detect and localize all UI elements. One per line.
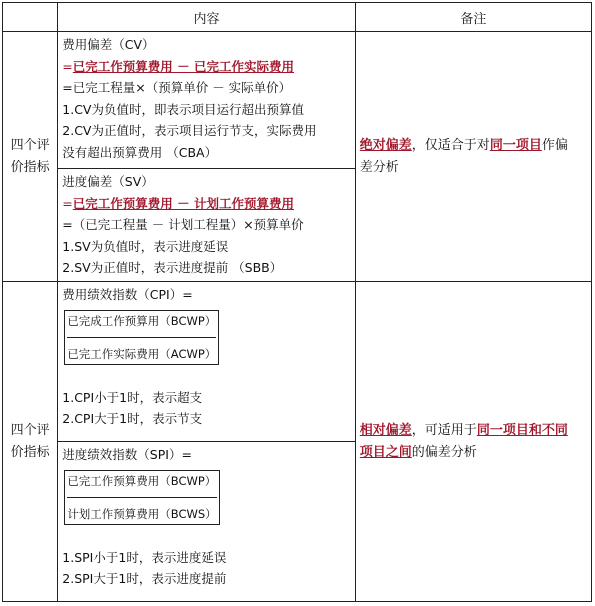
category-label-line2: 价指标 xyxy=(10,444,50,460)
cpi-row xyxy=(3,282,592,442)
cv-formula-alt: =已完工程量×（预算单价 － 实际单价） xyxy=(62,80,292,96)
cv-formula-highlight: 已完工作预算费用 － 已完工作实际费用 xyxy=(72,58,294,74)
cv-formula xyxy=(62,56,351,78)
cv-formula-prefix: = xyxy=(62,58,73,74)
note-relative xyxy=(355,282,591,602)
header-row xyxy=(3,3,592,32)
spi-item-2: 2.SPI大于1时，表示进度提前 xyxy=(62,571,227,587)
cpi-denominator: 已完工作实际费用（ACWP） xyxy=(67,346,217,361)
note-relative-line1 xyxy=(360,420,587,442)
cpi-numerator: 已完成工作预算用（BCWP） xyxy=(67,311,216,338)
note-absolute-hl1: 绝对偏差 xyxy=(359,137,412,153)
header-empty-cell xyxy=(3,3,58,32)
sv-item-2: 2.SV为正值时，表示进度提前 （SBB） xyxy=(62,260,283,276)
category-label-line1: 四个评 xyxy=(10,422,50,438)
cv-row xyxy=(3,32,592,169)
spi-denominator: 计划工作预算费用（BCWS） xyxy=(67,506,217,521)
note-relative-text2: 的偏差分析 xyxy=(411,444,477,460)
cv-item-2b: 没有超出预算费用 （CBA） xyxy=(62,144,218,160)
spi-title: 进度绩效指数（SPI）= xyxy=(62,447,192,462)
spi-item-1: 1.SPI小于1时，表示进度延误 xyxy=(62,549,227,565)
note-relative-hl1: 相对偏差 xyxy=(359,422,412,438)
sv-formula-alt: =（已完工程量 － 计划工程量）×预算单价 xyxy=(62,217,304,233)
note-relative-line2 xyxy=(360,442,587,464)
cv-content xyxy=(58,32,356,169)
header-note: 备注 xyxy=(355,3,591,32)
category-cell-relative xyxy=(3,282,58,602)
spi-fraction xyxy=(64,470,219,525)
cpi-item-2: 2.CPI大于1时，表示节支 xyxy=(62,411,203,427)
note-relative-hl3: 项目之间 xyxy=(359,444,412,460)
note-absolute-line1 xyxy=(360,135,587,157)
note-absolute-line2: 差分析 xyxy=(359,159,399,175)
spi-numerator: 已完工作预算费用（BCWP） xyxy=(67,471,216,498)
category-label-line1: 四个评 xyxy=(10,137,50,153)
note-relative-hl2: 同一项目和不同 xyxy=(476,422,568,438)
sv-formula-highlight: 已完工作预算费用 － 计划工作预算费用 xyxy=(72,195,294,211)
sv-formula-prefix: = xyxy=(62,195,73,211)
cpi-title: 费用绩效指数（CPI）= xyxy=(62,287,193,302)
cpi-fraction xyxy=(64,310,219,365)
header-content: 内容 xyxy=(58,3,356,32)
cv-item-1: 1.CV为负值时，即表示项目运行超出预算值 xyxy=(62,101,304,117)
note-absolute xyxy=(355,32,591,282)
note-absolute-text1: ，仅适合于对 xyxy=(411,137,490,153)
cv-title: 费用偏差（CV） xyxy=(62,37,155,52)
spi-content xyxy=(58,442,356,602)
sv-item-1: 1.SV为负值时，表示进度延误 xyxy=(62,238,229,254)
cpi-content xyxy=(58,282,356,442)
sv-title: 进度偏差（SV） xyxy=(62,174,154,189)
cpi-item-1: 1.CPI小于1时，表示超支 xyxy=(62,389,203,405)
category-cell-absolute xyxy=(3,32,58,282)
cv-item-2a: 2.CV为正值时，表示项目运行节支，实际费用 xyxy=(62,123,317,139)
category-label-line2: 价指标 xyxy=(10,159,50,175)
evaluation-indicator-table xyxy=(2,2,592,602)
note-relative-text1: ，可适用于 xyxy=(411,422,477,438)
note-absolute-text2: 作偏 xyxy=(541,137,568,153)
note-absolute-hl2: 同一项目 xyxy=(489,137,542,153)
sv-content xyxy=(58,169,356,282)
sv-formula xyxy=(62,193,351,215)
